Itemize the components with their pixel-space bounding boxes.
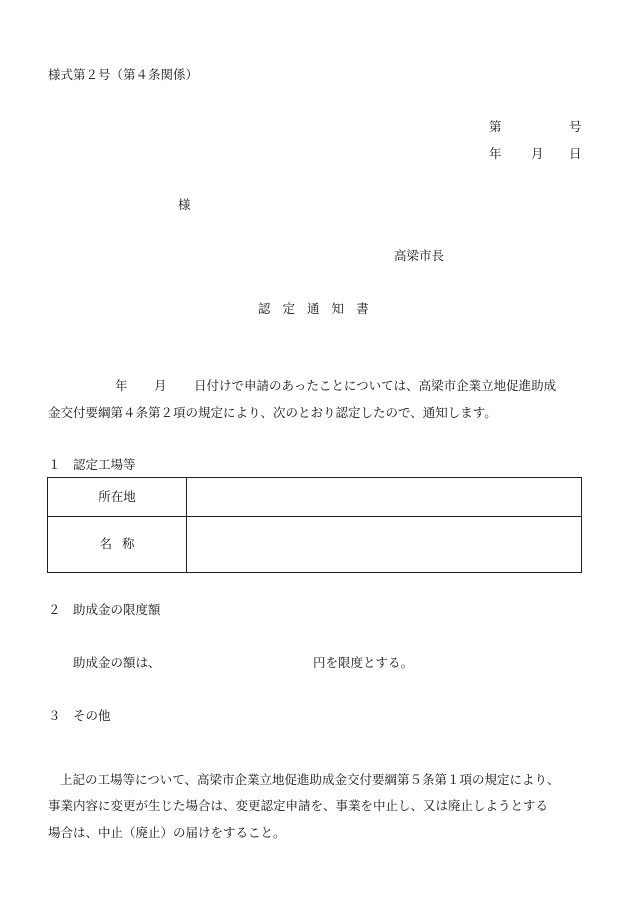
title-char: 知 bbox=[331, 301, 345, 316]
certified-factory-table bbox=[47, 477, 582, 573]
other-line-2: 事業内容に変更が生じた場合は、変更認定申請を、事業を中止し、又は廃止しようとする bbox=[48, 798, 549, 813]
title-char: 定 bbox=[282, 301, 296, 316]
location-label: 所在地 bbox=[48, 478, 187, 517]
addressee-suffix: 様 bbox=[178, 197, 191, 212]
other-line-3: 場合は、中止（廃止）の届けをすること。 bbox=[48, 825, 286, 840]
number-suffix: 号 bbox=[569, 119, 582, 134]
issuer-name: 高梁市長 bbox=[394, 248, 445, 263]
location-value bbox=[187, 478, 582, 517]
other-line-1: 上記の工場等について、高梁市企業立地促進助成金交付要綱第５条第１項の規定により、 bbox=[60, 772, 560, 787]
grant-amount-prefix: 助成金の額は、 bbox=[73, 655, 161, 670]
date-day: 日 bbox=[569, 146, 582, 161]
date-month: 月 bbox=[531, 146, 544, 161]
grant-amount-suffix: 円を限度とする。 bbox=[313, 655, 414, 670]
table-row bbox=[48, 478, 582, 517]
number-prefix: 第 bbox=[489, 119, 502, 134]
section2-heading: ２ 助成金の限度額 bbox=[48, 602, 161, 617]
date-year: 年 bbox=[489, 146, 502, 161]
name-label-char: 称 bbox=[122, 536, 135, 552]
intro-month: 月 bbox=[154, 378, 167, 393]
name-label bbox=[48, 517, 187, 573]
title-char: 通 bbox=[307, 301, 320, 316]
table-row bbox=[48, 517, 582, 573]
document-title bbox=[258, 303, 369, 316]
name-value bbox=[187, 517, 582, 573]
section3-heading: ３ その他 bbox=[48, 708, 111, 723]
section1-heading: １ 認定工場等 bbox=[48, 457, 136, 472]
title-char: 書 bbox=[356, 301, 369, 316]
intro-year: 年 bbox=[115, 378, 128, 393]
form-number: 様式第２号（第４条関係） bbox=[48, 67, 199, 82]
name-label-char: 名 bbox=[99, 536, 112, 552]
intro-line1: 日付けで申請のあったことについては、高梁市企業立地促進助成 bbox=[194, 378, 557, 393]
title-char: 認 bbox=[258, 301, 271, 316]
intro-line2: 金交付要綱第４条第２項の規定により、次のとおり認定したので、通知します。 bbox=[48, 405, 497, 420]
